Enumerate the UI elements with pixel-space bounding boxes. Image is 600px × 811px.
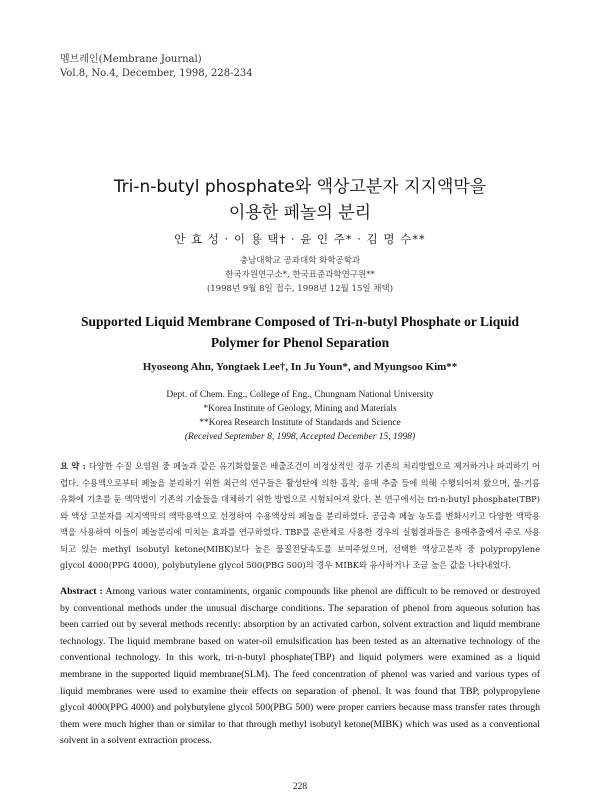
abstract-ko [60, 458, 540, 574]
authors-en: Hyoseong Ahn, Yongtaek Lee†, In Ju Youn*, and Myungsoo Kim** [142, 361, 458, 373]
journal-citation: Vol.8, No.4, December, 1998, 228-234 [60, 68, 253, 79]
title-ko-line1: Tri-n-butyl phosphate와 액상고분자 지지액막을 [113, 177, 487, 197]
title-ko-line2: 이용한 페놀의 분리 [228, 203, 372, 223]
abstract-ko-label: 요 약 : [60, 461, 86, 471]
journal-header [60, 53, 253, 81]
affiliation-en-2: *Korea Institute of Geology, Mining and Materials [203, 404, 397, 414]
title-en [0, 311, 600, 353]
affiliation-en-3: **Korea Research Institute of Standards and Science [199, 418, 401, 428]
received-en: (Received September 8, 1998, Accepted December 15, 1998) [184, 432, 416, 442]
affiliations-ko [0, 254, 600, 296]
affiliation-ko-2: 한국자원연구소*, 한국표준과학연구원** [225, 270, 375, 280]
abstract-en-label: Abstract : [60, 586, 103, 597]
affiliation-en-1: Dept. of Chem. Eng., College of Eng., Chungnam National University [166, 390, 434, 400]
abstract-ko-text: 다양한 수질 오염원 중 페놀과 같은 유기화합물은 배출조건이 비정상적인 경우 기존의 처리방법으로 제거하거나 파괴하기 어렵다. 수용액으로부터 페놀을 분리하기 위한 최근의 연구들은 활성탄에 의한 흡착, 용매 추출 등에 의해 수행되어져 왔으며, 물-기름 유화에 기초를 둔 액막법이 기존의 기술들을 대체하기 위한 방법으로 시험되어져 왔다. 본 연구에서는 tri-n-butyl phosphate(TBP)와 액상 고분자를 지지액막의 액막용액으로 선정하여 수용액상의 페놀을 분리하였다. 공급측 페놀 농도를 변화시키고 다양한 액막용액을 사용하여 이들이 페놀분리에 미치는 효과를 연구하였다. TBP를 운반체로 사용한 경우의 실험결과들은 용매추출에서 주로 사용되고 있는 methyl isobutyl ketone(MIBK)보다 높은 물질전달속도를 보여주었으며, 선택한 액상고분자 중 polypropylene glycol 4000(PPG 4000), polybutylene glycol 500(PBG 500)의 경우 MIBK와 유사하거나 조금 높은 값을 나타내었다. [60, 461, 540, 570]
authors-ko: 안 효 성 · 이 용 택† · 윤 인 주* · 김 명 수** [174, 232, 426, 246]
title-en-line1: Supported Liquid Membrane Composed of Tri-n-butyl Phosphate or Liquid [80, 314, 520, 329]
journal-name: 멤브레인(Membrane Journal) [60, 54, 202, 65]
abstract-en [60, 584, 540, 750]
abstract-en-text: Among various water contaminents, organic compounds like phenol are difficult to be removed or destroyed by conventional methods under the unusual discharge conditions. The separation of phenol from aqueous solution has been carried out by several methods recently: absorption by an activated carbon, solvent extraction and liquid membrane technology. The liquid membrane based on water-oil emulsification has been tested as an alternative technology of the conventional technology. In this work, tri-n-butyl phosphate(TBP) and liquid polymers were examined as a liquid membrane in the supported liquid membrane(SLM). The feed concentration of phenol was varied and various types of liquid membranes were used to examine their effects on separation of phenol. It was found that TBP, polypropylene glycol 4000(PPG 4000) and polybutylene glycol 500(PBG 500) were proper carriers because mass transfer rates through them were much higher than or similar to that through methyl isobutyl ketone(MIBK) which was used as a conventional solvent in a solvent extraction process. [60, 586, 540, 747]
affiliations-en [0, 388, 600, 444]
title-en-line2: Polymer for Phenol Separation [210, 335, 390, 350]
page-number: 228 [292, 782, 308, 792]
received-ko: (1998년 9월 8일 접수, 1998년 12월 15일 채택) [206, 284, 394, 294]
affiliation-ko-1: 충남대학교 공과대학 화학공학과 [239, 256, 361, 266]
